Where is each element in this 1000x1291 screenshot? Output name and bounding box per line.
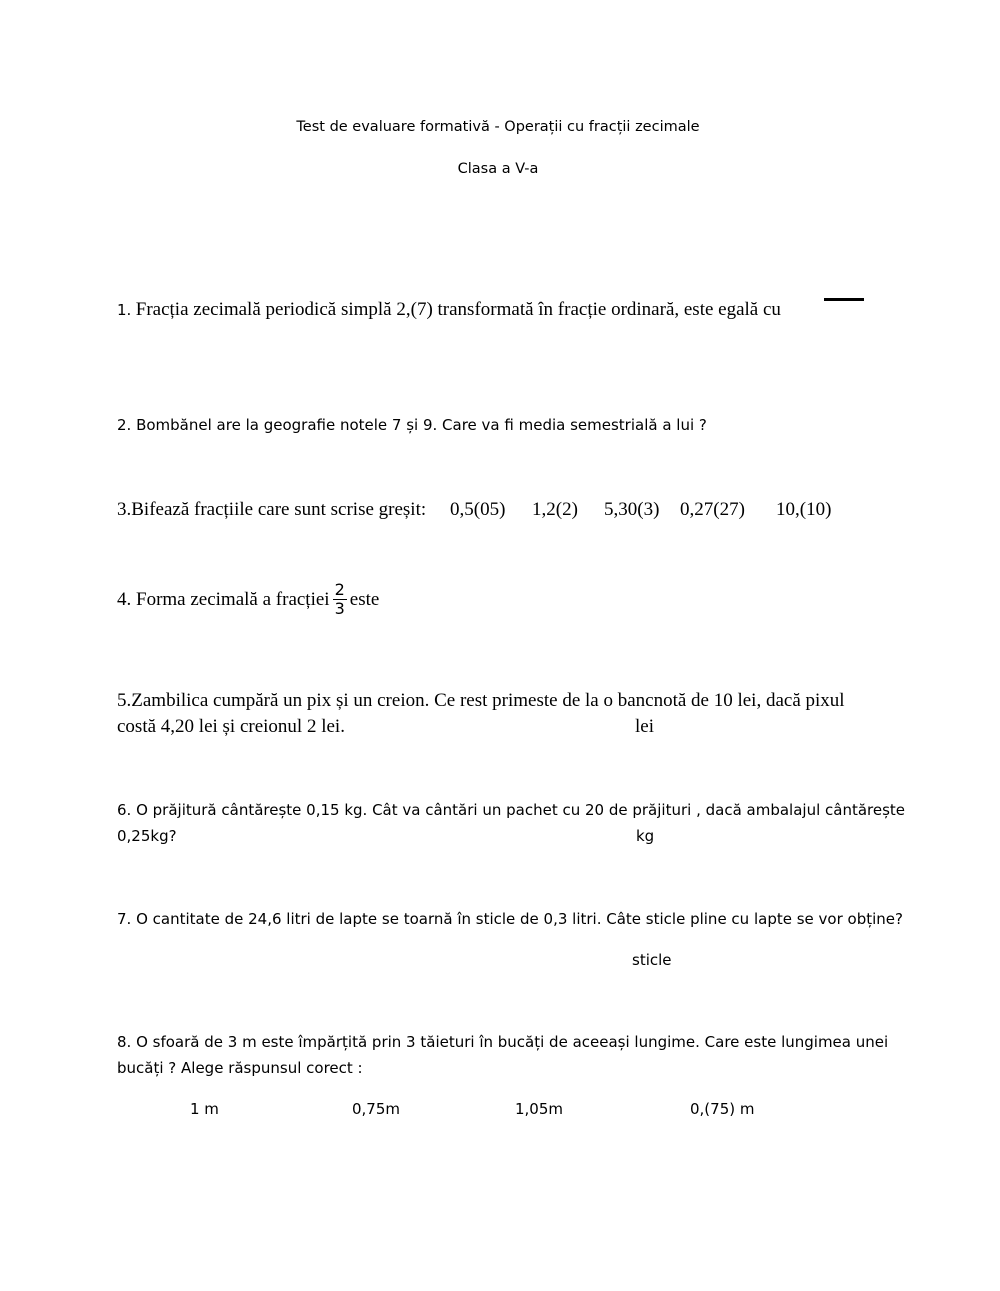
question-8-option[interactable]: 0,75m <box>352 1100 401 1118</box>
question-1 <box>117 299 781 321</box>
question-6-line-1: 6. O prăjitură cântărește 0,15 kg. Cât va cântări un pachet cu 20 de prăjituri , dacă ambalajul cântărește <box>117 801 906 819</box>
page-subtitle: Clasa a V-a <box>457 161 539 177</box>
question-2-text: 2. Bombănel are la geografie notele 7 și 9. Care va fi media semestrială a lui ? <box>117 416 707 434</box>
question-3-option[interactable]: 0,27(27) <box>680 499 745 520</box>
question-3-option[interactable]: 10,(10) <box>776 499 832 520</box>
question-3-option[interactable]: 0,5(05) <box>450 499 506 520</box>
question-3-text: 3.Bifează fracțiile care sunt scrise greșit: <box>117 499 427 520</box>
question-6-line-2: 0,25kg? <box>117 827 177 845</box>
question-1-text: Fracția zecimală periodică simplă 2,(7) transformată în fracție ordinară, este egală cu <box>135 299 781 320</box>
question-4-suffix: este <box>349 588 380 610</box>
question-5-unit: lei <box>635 716 654 737</box>
question-4-prefix: 4. Forma zecimală a fracției <box>117 588 330 610</box>
question-3-option[interactable]: 5,30(3) <box>604 499 660 520</box>
fraction-denominator: 3 <box>334 599 345 618</box>
question-3-option[interactable]: 1,2(2) <box>532 499 578 520</box>
question-5-line-1: 5.Zambilica cumpără un pix și un creion. Ce rest primeste de la o bancnotă de 10 lei, dacă pixul <box>117 690 845 711</box>
question-8-option[interactable]: 1 m <box>190 1100 219 1118</box>
fraction-numerator: 2 <box>334 580 345 599</box>
question-8-option[interactable]: 0,(75) m <box>690 1100 755 1118</box>
question-8-option[interactable]: 1,05m <box>515 1100 564 1118</box>
question-1-number: 1. <box>117 301 132 319</box>
question-8-line-1: 8. O sfoară de 3 m este împărțită prin 3 tăieturi în bucăți de aceeași lungime. Care este lungimea unei <box>117 1033 889 1051</box>
question-5-line-2: costă 4,20 lei și creionul 2 lei. <box>117 716 345 737</box>
page-title: Test de evaluare formativă - Operații cu fracții zecimale <box>296 119 700 135</box>
question-8-line-2: bucăți ? Alege răspunsul corect : <box>117 1059 363 1077</box>
fraction-answer-bar <box>824 298 864 301</box>
question-7-unit: sticle <box>632 951 672 969</box>
question-7-text: 7. O cantitate de 24,6 litri de lapte se toarnă în sticle de 0,3 litri. Câte sticle pline cu lapte se vor obține? <box>117 910 903 928</box>
question-4 <box>117 581 379 618</box>
fraction-two-thirds <box>333 581 347 618</box>
question-6-unit: kg <box>636 827 655 845</box>
